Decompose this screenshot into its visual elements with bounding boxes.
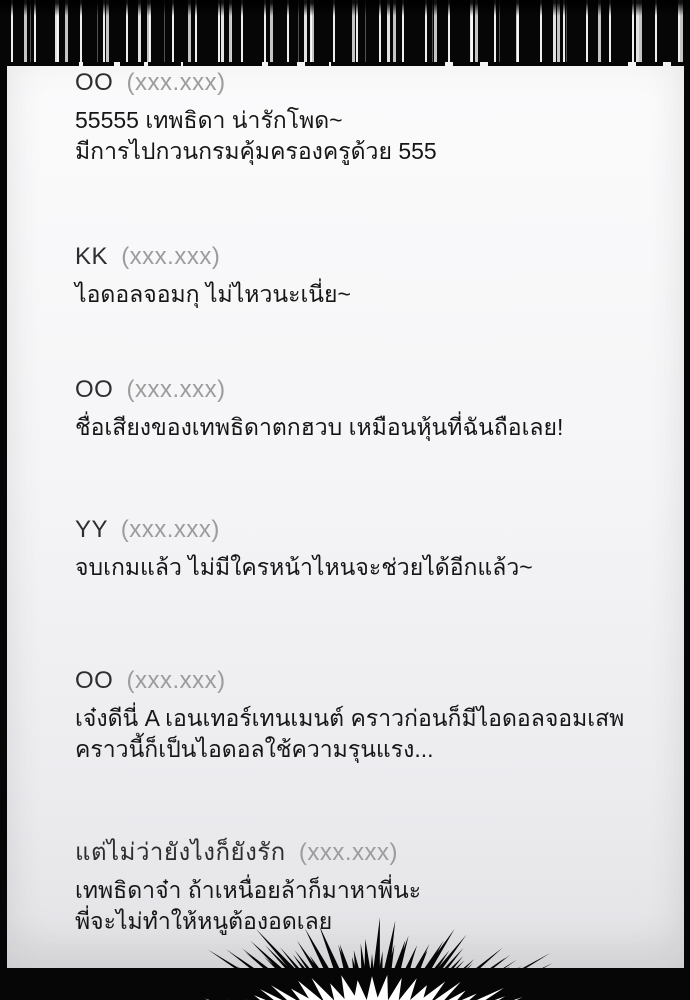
- comment-text-line: ชื่อเสียงของเทพธิดาตกฮวบ เหมือนหุ้นที่ฉันถือเลย!: [75, 414, 564, 440]
- comment-author-id: (xxx.xxx): [121, 243, 221, 270]
- comment-text-line: คราวนี้ก็เป็นไอดอลใช้ความรุนแรง...: [75, 736, 434, 762]
- comment: [75, 242, 664, 310]
- comment-text-line: มีการไปกวนกรมคุ้มครองครูด้วย 555: [75, 138, 437, 164]
- comment-author-id: (xxx.xxx): [298, 839, 399, 866]
- comment-author-id: (xxx.xxx): [126, 667, 226, 694]
- comment-author-row: [75, 666, 664, 696]
- comment-text-line: 55555 เทพธิดา น่ารักโพด~: [75, 107, 343, 133]
- comment-text-line: จบเกมแล้ว ไม่มีใครหน้าไหนจะช่วยได้อีกแล้ว~: [75, 554, 533, 580]
- comment-text-line: ไอดอลจอมกุ ไม่ไหวนะเนี่ย~: [75, 281, 351, 307]
- comment-author-id: (xxx.xxx): [120, 516, 220, 543]
- comment: [75, 666, 664, 765]
- comment-author-row: [75, 242, 664, 272]
- comment: [75, 68, 664, 167]
- comment-author-row: [75, 375, 664, 405]
- scream-burst-effect: [0, 860, 690, 1000]
- comment-text-line: เทพธิดาจ๋า ถ้าเหนื่อยล้าก็มาหาพี่นะ: [75, 877, 422, 903]
- comment-text-line: พี่จะไม่ทำให้หนูต้องอดเลย: [75, 908, 333, 934]
- comment-author: OO: [75, 376, 114, 403]
- comment-text-line: เจ๋งดีนี่ A เอนเทอร์เทนเมนต์ คราวก่อนก็มีไอดอลจอมเสพ: [75, 705, 625, 731]
- static-barcode-strip: [0, 0, 690, 62]
- comment-author-row: [75, 68, 664, 98]
- comment-author: OO: [75, 69, 114, 96]
- comment-feed-panel: [7, 62, 684, 968]
- comment: [75, 515, 664, 583]
- comment-author: YY: [75, 516, 108, 543]
- comment-author: OO: [75, 667, 114, 694]
- comment-author-id: (xxx.xxx): [126, 376, 226, 403]
- comment-author-id: (xxx.xxx): [126, 69, 226, 96]
- comment-author: KK: [75, 243, 109, 270]
- comment-author-row: [75, 515, 664, 545]
- comment-author: แต่ไม่ว่ายังไงก็ยังรัก: [75, 839, 286, 866]
- comment: [75, 375, 664, 443]
